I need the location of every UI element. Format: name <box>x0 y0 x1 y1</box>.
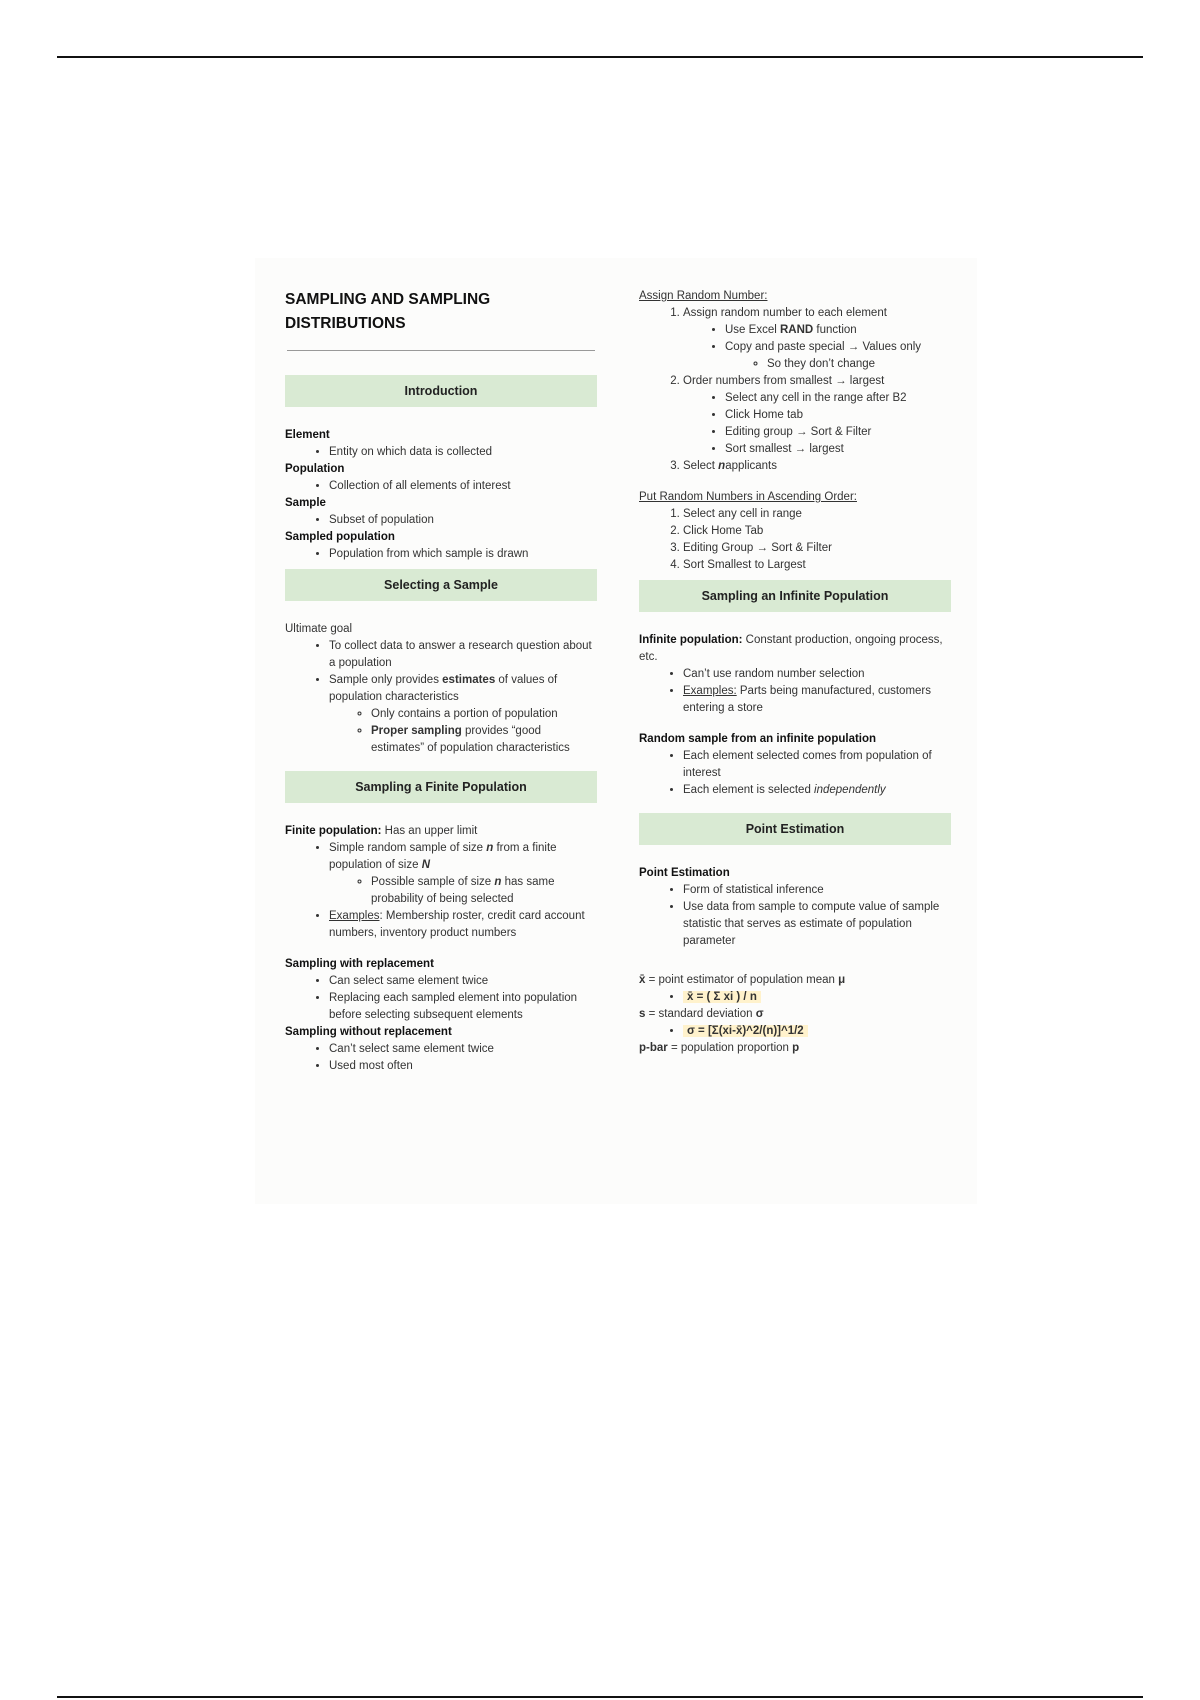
section-heading-selecting-sample: Selecting a Sample <box>285 569 597 601</box>
xbar-formula: x̄ = ( Σ xi ) / n <box>683 991 761 1003</box>
list-item: 2. Click Home Tab <box>683 523 951 540</box>
assign-steps <box>639 305 951 475</box>
list-item: • Can’t use random number selection <box>683 666 951 683</box>
ultimate-goal-label: Ultimate goal <box>285 623 353 635</box>
with-replacement-list <box>285 973 597 1024</box>
assign-substeps-2 <box>683 390 951 458</box>
list-item: 1. Select any cell in range <box>683 506 951 523</box>
document-sheet <box>255 258 977 1204</box>
list-item: • Form of statistical inference <box>683 882 951 899</box>
list-item: 3. Select napplicants <box>683 458 951 475</box>
finite-sublist <box>329 874 597 908</box>
document-title: SAMPLING AND SAMPLING DISTRIBUTIONS <box>285 291 491 332</box>
list-item: • Subset of population <box>329 512 597 529</box>
sample-list <box>285 512 597 529</box>
right-column <box>639 288 951 1057</box>
point-estimation-list <box>639 882 951 950</box>
list-item <box>683 1023 951 1040</box>
selecting-sublist <box>329 706 597 757</box>
list-item: • Entity on which data is collected <box>329 444 597 461</box>
list-item: • Replacing each sampled element into population before selecting subsequent elements <box>329 990 597 1024</box>
s-definition: s = standard deviation σ <box>639 1008 764 1020</box>
list-item <box>683 989 951 1006</box>
list-item: 2. Order numbers from smallest → largest • Select any cell in the range after B2 • Click Home tab • Editing group → Sort & Filter • Sort smallest → largest <box>683 373 951 458</box>
list-item: • Population from which sample is drawn <box>329 546 597 563</box>
list-item: • Simple random sample of size n from a finite population of size N ◦ Possible sample of size n has same probability of being selected <box>329 840 597 908</box>
finite-list <box>285 840 597 942</box>
list-item: ◦ Proper sampling provides “good estimates” of population characteristics <box>371 723 597 757</box>
infinite-population-definition: Infinite population: Constant production, ongoing process, etc. <box>639 634 943 663</box>
list-item: • Each element is selected independently <box>683 782 951 799</box>
list-item: • Click Home tab <box>725 407 951 424</box>
list-item: • Copy and paste special → Values only ◦ So they don’t change <box>725 339 951 373</box>
left-column <box>285 288 597 1075</box>
term-random-sample-infinite: Random sample from an infinite population <box>639 733 877 745</box>
list-item: • Sort smallest → largest <box>725 441 951 458</box>
assign-substeps-1b <box>725 356 951 373</box>
random-sample-list <box>639 748 951 799</box>
population-list <box>285 478 597 495</box>
list-item: • Use Excel RAND function <box>725 322 951 339</box>
page-top-rule <box>57 56 1143 58</box>
term-sample: Sample <box>285 497 326 509</box>
list-item: • Can’t select same element twice <box>329 1041 597 1058</box>
list-item: • Examples: Membership roster, credit card account numbers, inventory product numbers <box>329 908 597 942</box>
sigma-formula-list <box>639 1023 951 1040</box>
section-heading-point-estimation: Point Estimation <box>639 813 951 845</box>
list-item: • Select any cell in the range after B2 <box>725 390 951 407</box>
selecting-list <box>285 638 597 757</box>
assign-substeps-1 <box>683 322 951 373</box>
ascending-order-heading: Put Random Numbers in Ascending Order: <box>639 491 857 503</box>
term-point-estimation: Point Estimation <box>639 867 730 879</box>
infinite-list <box>639 666 951 717</box>
xbar-formula-list <box>639 989 951 1006</box>
without-replacement-list <box>285 1041 597 1075</box>
list-item: ◦ Possible sample of size n has same probability of being selected <box>371 874 597 908</box>
list-item: • Can select same element twice <box>329 973 597 990</box>
list-item: • Sample only provides estimates of values of population characteristics ◦ Only contains a portion of population ◦ Proper sampling provides “good estimates” of population characteristics <box>329 672 597 757</box>
pbar-definition: p-bar = population proportion p <box>639 1042 800 1054</box>
list-item: • To collect data to answer a research question about a population <box>329 638 597 672</box>
list-item: • Examples: Parts being manufactured, customers entering a store <box>683 683 951 717</box>
section-heading-finite-population: Sampling a Finite Population <box>285 771 597 803</box>
list-item: • Used most often <box>329 1058 597 1075</box>
list-item: • Each element selected comes from population of interest <box>683 748 951 782</box>
section-heading-introduction: Introduction <box>285 375 597 407</box>
element-list <box>285 444 597 461</box>
finite-population-definition: Finite population: Has an upper limit <box>285 825 478 837</box>
title-divider <box>287 350 595 351</box>
assign-random-number-heading: Assign Random Number: <box>639 290 768 302</box>
term-sampling-with-replacement: Sampling with replacement <box>285 958 434 970</box>
list-item: • Collection of all elements of interest <box>329 478 597 495</box>
list-item: 1. Assign random number to each element • Use Excel RAND function • Copy and paste special → Values only ◦ So they don’t change <box>683 305 951 373</box>
xbar-definition: x̄ = point estimator of population mean μ <box>639 974 846 986</box>
page-bottom-rule <box>57 1696 1143 1698</box>
list-item: 3. Editing Group → Sort & Filter <box>683 540 951 557</box>
term-population: Population <box>285 463 345 475</box>
list-item: ◦ Only contains a portion of population <box>371 706 597 723</box>
ascending-steps <box>639 506 951 574</box>
term-sampled-population: Sampled population <box>285 531 395 543</box>
list-item: • Editing group → Sort & Filter <box>725 424 951 441</box>
list-item: ◦ So they don’t change <box>767 356 951 373</box>
sampled-population-list <box>285 546 597 563</box>
sigma-formula: σ = [Σ(xi-x̄)^2/(n)]^1/2 <box>683 1025 808 1037</box>
term-element: Element <box>285 429 330 441</box>
term-sampling-without-replacement: Sampling without replacement <box>285 1026 452 1038</box>
list-item: 4. Sort Smallest to Largest <box>683 557 951 574</box>
list-item: • Use data from sample to compute value of sample statistic that serves as estimate of population parameter <box>683 899 951 950</box>
section-heading-infinite-population: Sampling an Infinite Population <box>639 580 951 612</box>
